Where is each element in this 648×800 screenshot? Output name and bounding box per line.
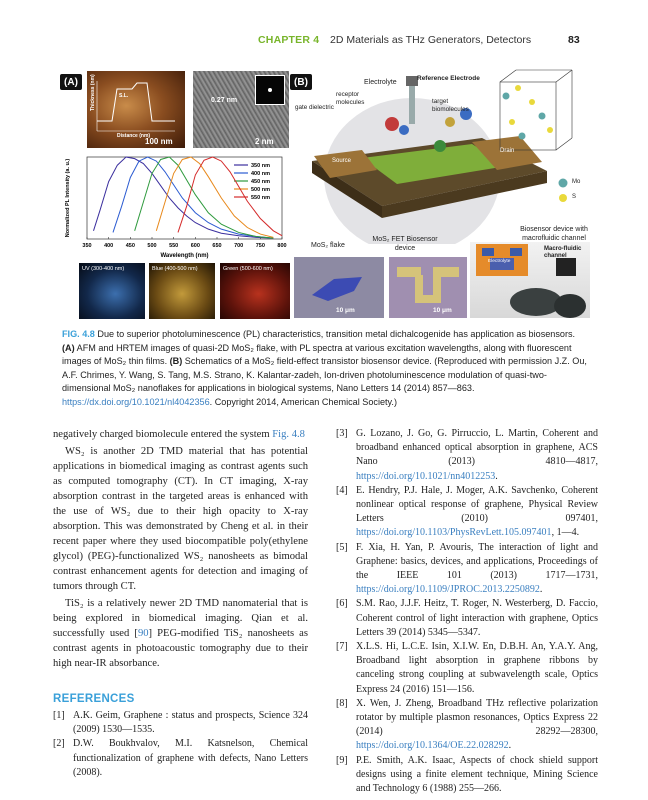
- fet-device-image: [389, 257, 467, 318]
- reference-citation: P.E. Smith, A.K. Isaac, Aspects of chock shield support designs using a finite element technique, Mining Science and Technology 6 (1988) 255—266.: [356, 754, 598, 795]
- hrtem-scale-label: 2 nm: [255, 137, 274, 146]
- caption-text-1: Due to superior photoluminescence (PL) characteristics, transition metal dichalcogenide has application as biosensors.: [94, 329, 576, 339]
- reference-tail: .: [495, 470, 498, 482]
- legend-label: 450 nm: [251, 179, 270, 185]
- macrofluidic-device-image: [470, 242, 590, 318]
- reference-number: [6]: [336, 598, 348, 610]
- x-tick-label: 350: [82, 243, 92, 249]
- chapter-label: CHAPTER 4: [258, 34, 320, 46]
- reference-number: [9]: [336, 754, 348, 766]
- afm-xlabel: Distance (nm): [117, 133, 151, 139]
- s-legend-label: S: [572, 194, 577, 200]
- reference-text: [356, 597, 598, 640]
- reference-citation: A.K. Geim, Graphene : status and prospects, Science 324 (2009) 1530—1535.: [73, 710, 308, 736]
- drain-label: Drain: [500, 148, 515, 154]
- fluor-green-label: Green (500-600 nm): [223, 266, 273, 272]
- fluor-blue-image: [149, 263, 215, 319]
- reference-citation: X. Wen, J. Zheng, Broadband THz reflective polarization rotator by multiple plasmon resonances, Optics Express 22 (2014) 28292—28300,: [356, 697, 598, 738]
- reference-citation: S.M. Rao, J.J.F. Heitz, T. Roger, N. Westerberg, D. Faccio, Coherent control of light interaction with graphene, Optics Letters 39 (2014) 5345—5347.: [356, 598, 598, 638]
- references-heading: REFERENCES: [53, 693, 135, 705]
- afm-image: [87, 71, 185, 148]
- pl-chart-svg: [60, 151, 292, 261]
- reference-doi-link[interactable]: https://doi.org/10.1364/OE.22.028292: [356, 740, 509, 752]
- references-list-left: [53, 709, 308, 780]
- lattice-spacing-label: 0.27 nm: [211, 97, 238, 104]
- panel-a-label: (A): [60, 74, 82, 90]
- x-axis-label: Wavelength (nm): [160, 253, 209, 259]
- reference-citation: D.W. Boukhvalov, M.I. Katsnelson, Chemical functionalization of graphene with defects, Nano Letters (2008).: [73, 738, 308, 778]
- reference-text: [356, 484, 598, 541]
- reference-tail: .: [539, 584, 543, 596]
- reference-number: [2]: [53, 738, 65, 750]
- receptor-label: receptor molecules: [336, 91, 365, 106]
- caption-text-3: Schematics of a MoS₂ field-effect transistor biosensor device. (Reproduced with permission J.Z. Ou, A.F. Chrimes, Y. Wang, S. Tang, M.S. Strano, K. Kalantar-zadeh, Ion-driven photoluminescence modulation of quasi-two-dimensional MoS₂ nanoflakes for applications in biological systems, Nano Letters 14 (2014) 857—863.: [62, 356, 587, 394]
- page-number: 83: [568, 34, 580, 46]
- afm-scale-label: 100 nm: [145, 137, 173, 146]
- afm-ylabel: Thickness (nm): [90, 74, 96, 111]
- target-label: target biomolecules: [432, 98, 469, 113]
- reference-text: [356, 427, 598, 484]
- reference-item: [336, 597, 598, 640]
- running-title: 2D Materials as THz Generators, Detectors: [330, 34, 532, 46]
- reference-text: [356, 541, 598, 598]
- x-tick-label: 500: [147, 243, 157, 249]
- reference-text: [73, 737, 308, 780]
- figure-4-8-link[interactable]: Fig. 4.8: [272, 429, 305, 440]
- reference-number: [3]: [336, 428, 348, 439]
- reference-item: [336, 697, 598, 754]
- caption-panel-a: (A): [62, 342, 75, 353]
- y-axis-label: Normalized PL Intensity (a. u.): [65, 158, 71, 238]
- caption-doi-link[interactable]: https://dx.doi.org/10.1021/nl4042356: [62, 396, 210, 407]
- pl-chart: [60, 151, 292, 261]
- source-label: Source: [332, 158, 352, 164]
- reference-tail: , 1—4.: [551, 527, 580, 539]
- reference-citation: F. Xia, H. Yan, P. Avouris, The interaction of light and Graphene: basics, devices, and applications, Proceedings of the IEEE 101 (2013) 1717—1731,: [356, 541, 598, 582]
- reference-number: [1]: [53, 710, 65, 721]
- reference-item: [336, 427, 598, 484]
- caption-text-2: AFM and HRTEM images of quasi-2D MoS₂ flake, with PL spectra at various excitation wavelengths, along with fluorescent images of MoS₂ thin films.: [62, 342, 572, 367]
- reference-electrode-label: Reference Electrode: [417, 75, 480, 82]
- reference-text: [356, 697, 598, 754]
- reference-text: [356, 754, 598, 797]
- x-tick-label: 550: [169, 243, 179, 249]
- reference-item: [53, 709, 308, 737]
- hrtem-image: [193, 71, 289, 148]
- reference-number: [5]: [336, 541, 348, 553]
- x-tick-label: 700: [234, 243, 244, 249]
- flake-scale-label: 10 μm: [336, 307, 355, 314]
- paragraph-ws2: WS₂ is another 2D TMD material that has potential applications in biomedical imaging as contrast agents such as computed tomography (CT). In CT imaging, X-ray absorption contrast in the targeted areas is enhanced with the use of WS₂ due to their high opacity to X-ray absorption. This was demonstrated by Cheng et al. in their recent paper where they used biocompatible poly(ethylene glycol) (PEG)-functionalized WS₂ nanosheets as bimodal contrast enhancement agents for detection and imaging of tumors through CT.: [53, 446, 308, 592]
- fluor-green-image: [220, 263, 290, 319]
- legend-label: 400 nm: [251, 171, 270, 177]
- reference-text: [73, 709, 308, 737]
- reference-number: [8]: [336, 697, 348, 709]
- reference-item: [336, 754, 598, 797]
- fluor-uv-label: UV (300-400 nm): [82, 266, 125, 272]
- reference-citation: E. Hendry, P.J. Hale, J. Moger, A.K. Savchenko, Coherent nonlinear optical response of graphene, Physical Review Letters (2010) 097401,: [356, 484, 598, 525]
- reference-doi-link[interactable]: https://doi.org/10.1021/nn4012253: [356, 470, 496, 482]
- fet-scale-label: 10 μm: [433, 307, 452, 314]
- diffraction-inset: [255, 75, 285, 105]
- gate-dielectric-label: gate dielectric: [295, 104, 334, 111]
- reference-doi-link[interactable]: https://doi.org/10.1103/PhysRevLett.105.097401: [356, 527, 552, 539]
- panel-b-label: (B): [290, 74, 312, 90]
- electrolyte-label: Electrolyte: [364, 79, 397, 86]
- legend-label: 550 nm: [251, 195, 270, 201]
- references-list-right: [336, 427, 598, 796]
- fluor-uv-image: [79, 263, 145, 319]
- paragraph-tis2: [53, 596, 308, 671]
- reference-tail: .: [508, 740, 512, 752]
- paragraph-1: [53, 427, 308, 442]
- macrofluidic-label: Biosensor device with macrofluidic channel: [520, 226, 588, 242]
- paragraph-1-text: negatively charged biomolecule entered the system: [53, 429, 273, 440]
- legend-label: 500 nm: [251, 187, 270, 193]
- caption-figure-label: FIG. 4.8: [62, 329, 95, 339]
- caption-panel-b: (B): [169, 356, 183, 367]
- paragraph-tis2-text-a: TiS₂ is a relatively newer 2D TMD nanomaterial that is being explored in biomedical imaging. Qian et al. successfully used [: [53, 598, 308, 639]
- left-column: [53, 427, 308, 780]
- mos2-flake-label: MoS₂ flake: [311, 242, 345, 249]
- reference-citation: X.L.S. Hi, L.C.E. Isin, X.I.W. En, D.B.H. An, Y.A.Y. Ang, Broadband light absorption in graphene ribbons by canceling strong coupling at subwavelength scale, Optics Express 24 (2016) 151—156.: [356, 641, 598, 695]
- paragraph-tis2-text-b: ] PEG-modified TiS₂ nanosheets as contrast agents in photoacoustic tomography due to their high near-IR absorbance.: [53, 628, 308, 669]
- fet-device-label: MoS₂ FET Biosensor device: [372, 236, 438, 252]
- fluor-blue-label: Blue (400-500 nm): [152, 266, 198, 272]
- x-tick-label: 600: [190, 243, 200, 249]
- afm-sl-label: S.L.: [119, 93, 129, 99]
- figure-caption: [62, 328, 590, 410]
- mo-legend-label: Mo: [572, 179, 581, 185]
- reference-item: [336, 541, 598, 598]
- x-tick-label: 800: [277, 243, 287, 249]
- right-column: [336, 427, 598, 796]
- figure-4-8: [60, 66, 590, 326]
- x-tick-label: 450: [125, 243, 135, 249]
- reference-doi-link[interactable]: https://doi.org/10.1109/JPROC.2013.2250892: [356, 584, 540, 596]
- x-tick-label: 650: [212, 243, 222, 249]
- reference-item: [53, 737, 308, 780]
- reference-number: [7]: [336, 641, 348, 653]
- reference-90-link[interactable]: 90: [137, 628, 149, 639]
- reference-number: [4]: [336, 484, 348, 496]
- reference-citation: G. Lozano, J. Go, G. Pirruccio, L. Martin, Coherent and broadband enhanced optical absorption in graphene, ACS Nano (2013) 4810—4817,: [356, 428, 598, 468]
- reference-item: [336, 484, 598, 541]
- x-tick-label: 750: [255, 243, 265, 249]
- x-tick-label: 400: [104, 243, 114, 249]
- macrofluidic-channel-label: Macro-fluidic channel: [544, 246, 582, 259]
- series-line: [113, 157, 273, 238]
- fet-schematic: [292, 66, 590, 244]
- electrolyte-chip-label: Electrolyte: [488, 259, 511, 264]
- reference-text: [356, 640, 598, 697]
- caption-text-4: . Copyright 2014, American Chemical Society.): [209, 396, 397, 407]
- reference-item: [336, 640, 598, 697]
- legend-label: 350 nm: [251, 163, 270, 169]
